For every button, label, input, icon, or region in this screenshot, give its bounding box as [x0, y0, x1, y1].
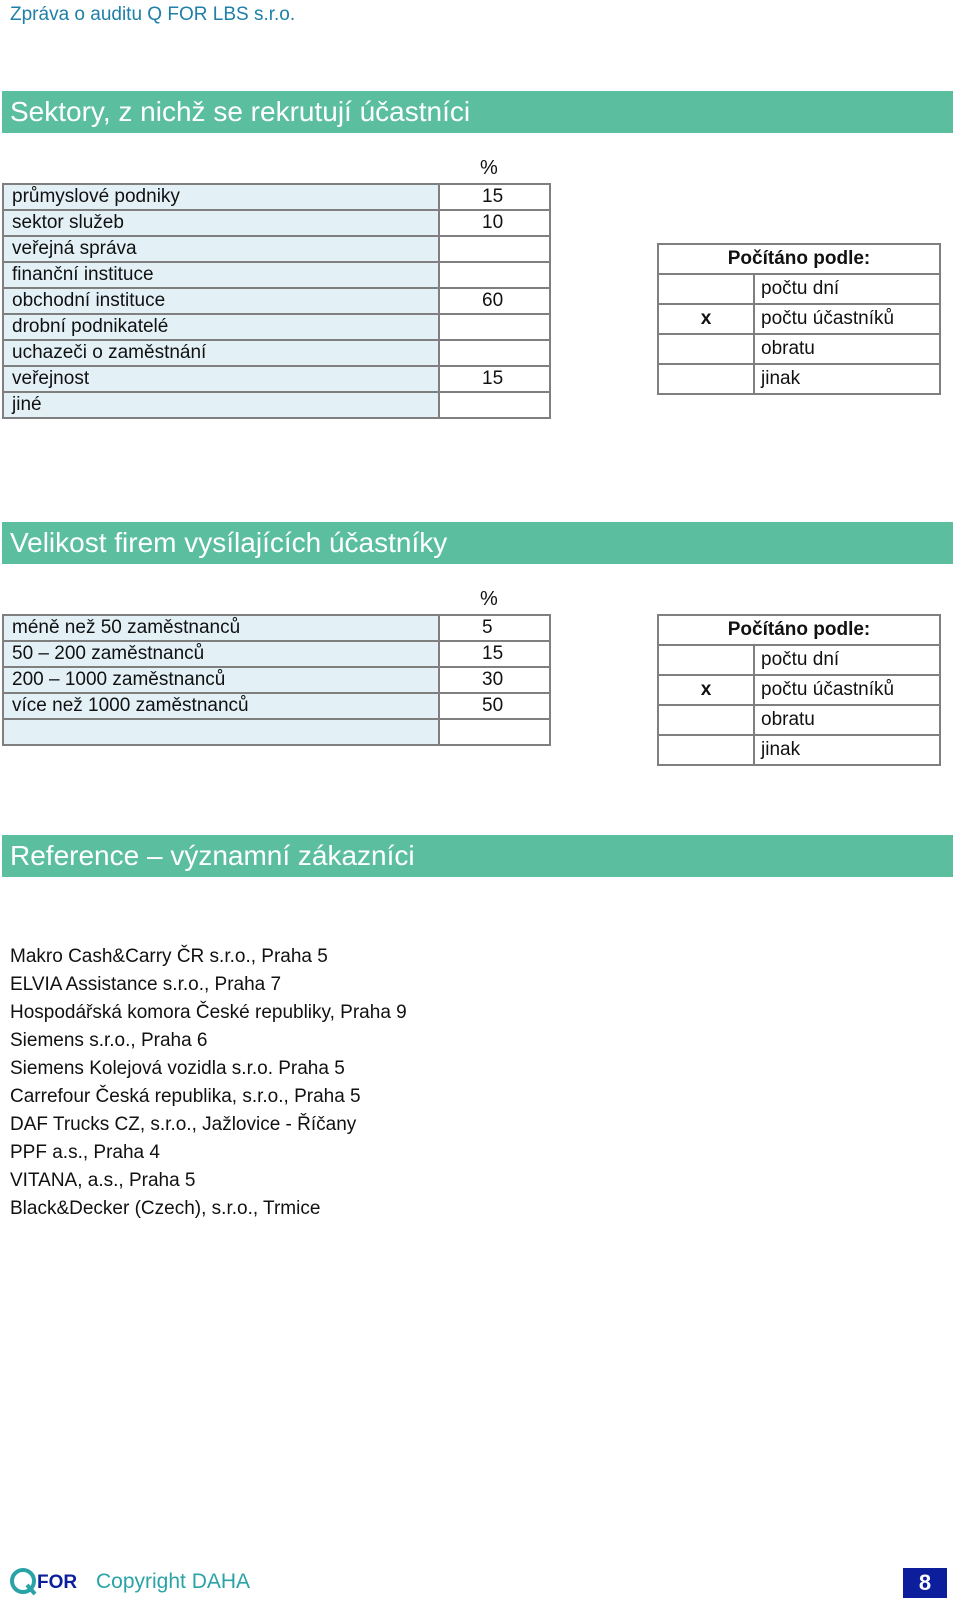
row-value — [439, 392, 550, 418]
list-item: Hospodářská komora České republiky, Praha 9 — [10, 1002, 407, 1023]
option-label: počtu účastníků — [754, 304, 940, 334]
computed-by-option — [658, 334, 940, 364]
company-size-pct-label: % — [480, 588, 498, 610]
sectors-table — [2, 183, 551, 419]
table-row — [3, 236, 550, 262]
computed-by-title: Počítáno podle: — [658, 244, 940, 274]
option-label: počtu účastníků — [754, 675, 940, 705]
row-label: jiné — [3, 392, 439, 418]
computed-by-option — [658, 645, 940, 675]
computed-by-option — [658, 675, 940, 705]
row-label: drobní podnikatelé — [3, 314, 439, 340]
table-row — [3, 340, 550, 366]
option-mark — [658, 705, 754, 735]
qfor-logo-icon — [8, 1566, 88, 1596]
row-label: více než 1000 zaměstnanců — [3, 693, 439, 719]
option-mark — [658, 364, 754, 394]
option-label: obratu — [754, 334, 940, 364]
option-mark — [658, 645, 754, 675]
option-mark — [658, 274, 754, 304]
row-value: 50 — [439, 693, 550, 719]
computed-by-title: Počítáno podle: — [658, 615, 940, 645]
option-label: obratu — [754, 705, 940, 735]
option-mark — [658, 334, 754, 364]
row-value — [439, 262, 550, 288]
list-item: Siemens Kolejová vozidla s.r.o. Praha 5 — [10, 1058, 345, 1079]
table-row — [3, 719, 550, 745]
computed-by-option — [658, 364, 940, 394]
sectors-computed-by-table — [657, 243, 941, 395]
list-item: DAF Trucks CZ, s.r.o., Jažlovice - Říčany — [10, 1114, 357, 1135]
computed-by-option — [658, 735, 940, 765]
sectors-heading: Sektory, z nichž se rekrutují účastníci — [2, 91, 953, 133]
option-mark: x — [658, 675, 754, 705]
svg-text:FOR: FOR — [37, 1572, 78, 1593]
row-label: 200 – 1000 zaměstnanců — [3, 667, 439, 693]
references-list — [10, 943, 407, 1223]
table-row — [3, 615, 550, 641]
table-row — [3, 262, 550, 288]
table-row — [3, 314, 550, 340]
row-label — [3, 719, 439, 745]
option-label: jinak — [754, 735, 940, 765]
copyright-text: Copyright DAHA — [96, 1570, 251, 1593]
list-item: Black&Decker (Czech), s.r.o., Trmice — [10, 1198, 321, 1219]
table-row — [3, 288, 550, 314]
list-item: Makro Cash&Carry ČR s.r.o., Praha 5 — [10, 946, 328, 967]
document-title: Zpráva o auditu Q FOR LBS s.r.o. — [10, 4, 296, 25]
row-label: průmyslové podniky — [3, 184, 439, 210]
table-row — [3, 667, 550, 693]
table-row — [3, 210, 550, 236]
list-item: Carrefour Česká republika, s.r.o., Praha 5 — [10, 1086, 361, 1107]
row-value — [439, 719, 550, 745]
option-mark — [658, 735, 754, 765]
row-label: sektor služeb — [3, 210, 439, 236]
table-row — [3, 184, 550, 210]
row-label: obchodní instituce — [3, 288, 439, 314]
row-value — [439, 236, 550, 262]
company-size-heading: Velikost firem vysílajících účastníky — [2, 522, 953, 564]
row-value: 60 — [439, 288, 550, 314]
row-value: 5 — [439, 615, 550, 641]
list-item: Siemens s.r.o., Praha 6 — [10, 1030, 208, 1051]
sectors-pct-label: % — [480, 157, 498, 179]
row-label: méně než 50 zaměstnanců — [3, 615, 439, 641]
list-item: PPF a.s., Praha 4 — [10, 1142, 160, 1163]
row-value: 15 — [439, 366, 550, 392]
list-item: VITANA, a.s., Praha 5 — [10, 1170, 196, 1191]
option-label: jinak — [754, 364, 940, 394]
page-number: 8 — [903, 1568, 947, 1598]
option-mark: x — [658, 304, 754, 334]
table-row — [3, 392, 550, 418]
row-label: veřejnost — [3, 366, 439, 392]
table-row — [3, 366, 550, 392]
table-row — [3, 693, 550, 719]
row-label: finanční instituce — [3, 262, 439, 288]
company-size-computed-by-table — [657, 614, 941, 766]
row-value: 10 — [439, 210, 550, 236]
row-value — [439, 314, 550, 340]
row-value: 15 — [439, 184, 550, 210]
company-size-table — [2, 614, 551, 746]
option-label: počtu dní — [754, 274, 940, 304]
row-value: 15 — [439, 641, 550, 667]
row-label: 50 – 200 zaměstnanců — [3, 641, 439, 667]
computed-by-option — [658, 705, 940, 735]
row-value: 30 — [439, 667, 550, 693]
row-label: veřejná správa — [3, 236, 439, 262]
table-row — [3, 641, 550, 667]
references-heading: Reference – významní zákazníci — [2, 835, 953, 877]
computed-by-option — [658, 304, 940, 334]
row-label: uchazeči o zaměstnání — [3, 340, 439, 366]
row-value — [439, 340, 550, 366]
list-item: ELVIA Assistance s.r.o., Praha 7 — [10, 974, 282, 995]
computed-by-option — [658, 274, 940, 304]
option-label: počtu dní — [754, 645, 940, 675]
